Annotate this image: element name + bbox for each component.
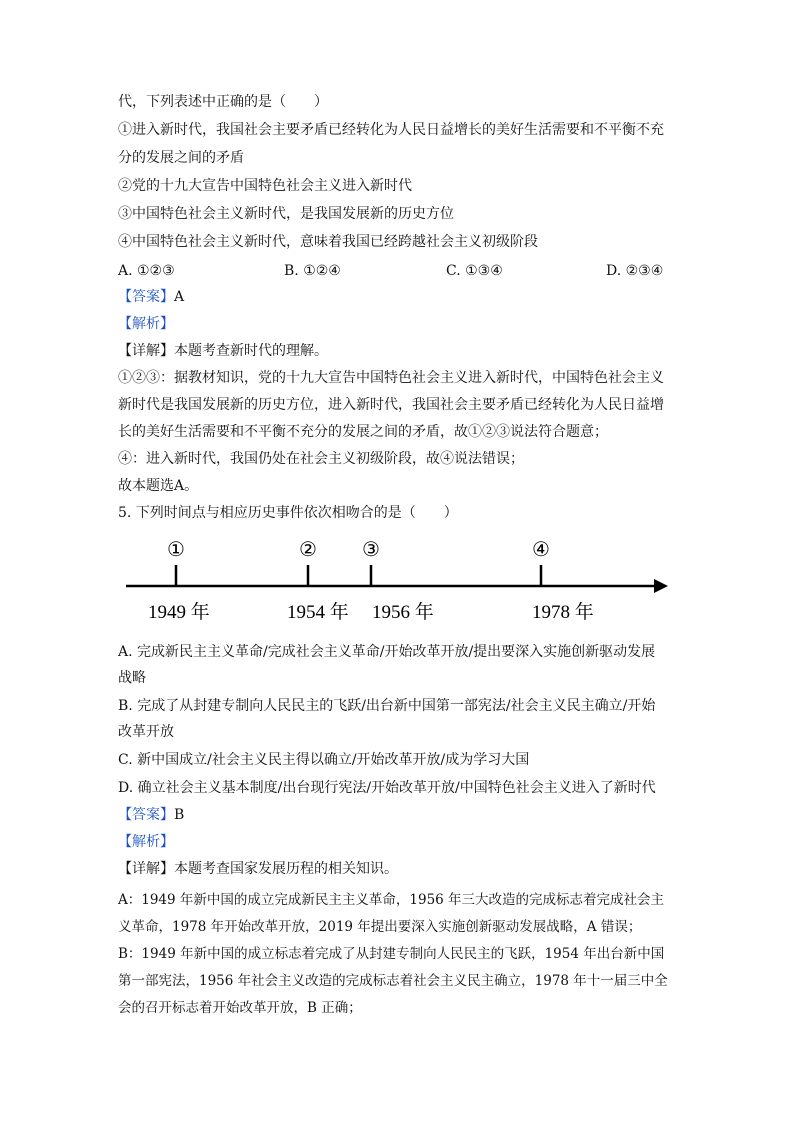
explanation-line: 新时代是我国发展新的历史方位，进入新时代，我国社会主要矛盾已经转化为人民日益增 [118,397,664,413]
option-b: B. 完成了从封建专制向人民民主的飞跃/出台新中国第一部宪法/社会主义民主确立/开始 [118,698,656,714]
question-stem: 代，下列表述中正确的是（ ） [118,94,328,110]
explanation-line: B：1949 年新中国的成立标志着完成了从封建专制向人民民主的飞跃，1954 年出台新中国 [118,946,665,962]
statement-line: ①进入新时代，我国社会主要矛盾已经转化为人民日益增长的美好生活需要和不平衡不充 [118,122,664,138]
answer-value: B [174,807,185,823]
detail-line [118,341,328,361]
option-b: B. ①②④ [284,263,341,279]
timeline-year: 1949 年 [148,602,210,623]
answer-line [118,805,184,825]
option-d: D. 确立社会主义基本制度/出台现行宪法/开始改革开放/中国特色社会主义进入了新时代 [118,780,656,796]
option-b-cont: 改革开放 [118,724,174,740]
timeline-arrow-icon [654,579,668,593]
detail-text: 本题考查新时代的理解。 [174,343,328,359]
detail-tag: 【详解】 [118,861,174,877]
option-d: D. ②③④ [606,263,664,279]
timeline-figure [118,528,678,628]
answer-tag: 【答案】 [118,807,174,823]
explanation-line: ①②③：据教材知识，党的十九大宣告中国特色社会主义进入新时代，中国特色社会主义 [118,370,664,386]
option-a: A. 完成新民主主义革命/完成社会主义革命/开始改革开放/提出要深入实施创新驱动发展 [118,644,656,660]
explanation-line: A：1949 年新中国的成立完成新民主主义革命，1956 年三大改造的完成标志着完成社会主 [118,892,665,908]
explanation-line: 故本题选A。 [118,478,199,494]
explanation-line: 第一部宪法，1956 年社会主义改造的完成标志着社会主义民主确立，1978 年十一届三中全 [118,973,668,989]
timeline-marker: ② [299,537,317,561]
timeline-marker: ① [167,537,185,561]
option-a-cont: 战略 [118,670,146,686]
detail-text: 本题考查国家发展历程的相关知识。 [174,861,398,877]
detail-line [118,859,398,879]
statement-line: 分的发展之间的矛盾 [118,150,244,166]
detail-tag: 【详解】 [118,343,174,359]
timeline-year: 1956 年 [372,602,434,623]
analysis-tag: 【解析】 [118,834,174,850]
statement-line: ②党的十九大宣告中国特色社会主义进入新时代 [118,178,412,194]
timeline-year: 1978 年 [532,602,594,623]
analysis-tag: 【解析】 [118,316,174,332]
answer-value: A [174,289,185,305]
statement-line: ③中国特色社会主义新时代，是我国发展新的历史方位 [118,206,454,222]
timeline-marker: ④ [532,537,550,561]
answer-line [118,287,184,307]
explanation-line: ④：进入新时代，我国仍处在社会主义初级阶段，故④说法错误； [118,451,524,467]
option-a: A. ①②③ [118,263,175,279]
explanation-line: 长的美好生活需要和不平衡不充分的发展之间的矛盾，故①②③说法符合题意； [118,424,608,440]
answer-tag: 【答案】 [118,289,174,305]
statement-line: ④中国特色社会主义新时代，意味着我国已经跨越社会主义初级阶段 [118,234,538,250]
question-stem: 5. 下列时间点与相应历史事件依次相吻合的是（ ） [118,505,458,521]
option-c: C. ①③④ [446,263,503,279]
timeline-year: 1954 年 [287,602,349,623]
option-c: C. 新中国成立/社会主义民主得以确立/开始改革开放/成为学习大国 [118,752,530,768]
explanation-line: 会的召开标志着开始改革开放，B 正确； [118,1000,362,1016]
timeline-marker: ③ [362,537,380,561]
explanation-line: 义革命，1978 年开始改革开放，2019 年提出要深入实施创新驱动发展战略，A 错误； [118,919,642,935]
